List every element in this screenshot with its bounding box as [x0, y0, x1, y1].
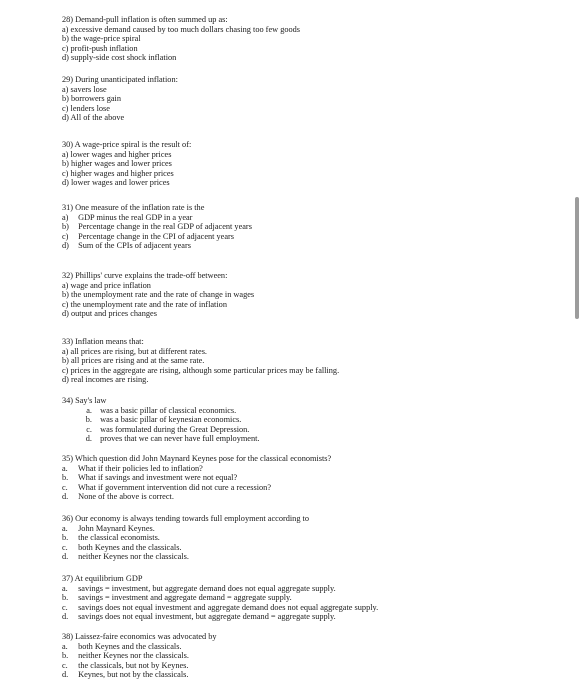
option-letter: b.: [62, 651, 69, 661]
question-stem: 32) Phillips' curve explains the trade-off between:: [62, 271, 228, 280]
answer-option: [62, 375, 562, 385]
option-letter: d.: [62, 492, 69, 502]
option-letter: c.: [62, 602, 68, 612]
option-text: was formulated during the Great Depression.: [100, 424, 250, 434]
option-text: All of the above: [70, 113, 125, 123]
option-letter: c.: [86, 424, 92, 434]
option-letter: a.: [62, 523, 68, 533]
option-letter: a.: [62, 463, 68, 473]
option-text: all prices are rising, but at different rates.: [70, 346, 207, 356]
option-letter: c.: [62, 482, 68, 492]
option-letter: c.: [62, 660, 68, 670]
option-text: Keynes, but not by the classicals.: [78, 670, 189, 680]
option-letter: b): [62, 222, 69, 232]
option-letter: c): [62, 168, 69, 178]
option-text: both Keynes and the classicals.: [78, 641, 182, 651]
option-text: savers lose: [70, 84, 107, 94]
question-stem: 30) A wage-price spiral is the result of:: [62, 140, 192, 149]
option-text: higher wages and higher prices: [70, 168, 174, 178]
answer-option: [62, 347, 562, 357]
answer-option: [62, 281, 562, 291]
answer-option: [62, 366, 562, 376]
answer-option: [62, 524, 562, 534]
option-text: savings does not equal investment, but aggregate demand = aggregate supply.: [78, 612, 336, 622]
question-q32: [62, 271, 562, 319]
option-text: proves that we can never have full employment.: [100, 434, 260, 444]
option-text: the classical economists.: [78, 533, 160, 543]
answer-option: [62, 290, 562, 300]
question-q28: [62, 15, 562, 63]
option-text: borrowers gain: [71, 94, 121, 104]
question-stem: 38) Laissez-faire economics was advocated by: [62, 632, 217, 641]
option-letter: b.: [62, 533, 69, 543]
option-letter: a.: [62, 583, 68, 593]
option-text: lenders lose: [70, 103, 110, 113]
option-letter: d.: [62, 552, 69, 562]
option-text: the unemployment rate and the rate of change in wages: [71, 290, 255, 300]
answer-option: [62, 44, 562, 54]
option-letter: d): [62, 309, 69, 319]
answer-option: [62, 53, 562, 63]
answer-option: [62, 464, 562, 474]
answer-option: [62, 670, 562, 680]
answer-option: [62, 94, 562, 104]
answer-option: [62, 406, 562, 416]
answer-option: [62, 473, 562, 483]
question-stem: 34) Say's law: [62, 396, 107, 405]
option-letter: d): [62, 375, 69, 385]
option-letter: d.: [62, 612, 69, 622]
answer-option: [62, 434, 562, 444]
answer-option: [62, 85, 562, 95]
option-letter: b): [62, 94, 69, 104]
option-text: the unemployment rate and the rate of inflation: [70, 299, 227, 309]
option-letter: a): [62, 149, 69, 159]
option-letter: a): [62, 346, 69, 356]
answer-option: [62, 25, 562, 35]
question-stem: 28) Demand-pull inflation is often summed up as:: [62, 15, 228, 24]
option-text: the classicals, but not by Keynes.: [78, 660, 189, 670]
answer-option: [62, 213, 562, 223]
question-q30: [62, 140, 562, 188]
answer-option: [62, 593, 562, 603]
answer-option: [62, 543, 562, 553]
question-stem: 35) Which question did John Maynard Keynes pose for the classical economists?: [62, 454, 332, 463]
question-stem: 31) One measure of the inflation rate is the: [62, 203, 205, 212]
answer-option: [62, 159, 562, 169]
option-text: GDP minus the real GDP in a year: [78, 212, 193, 222]
option-text: excessive demand caused by too much dollars chasing too few goods: [70, 24, 301, 34]
option-text: None of the above is correct.: [78, 492, 174, 502]
answer-option: [62, 584, 562, 594]
question-stem: 37) At equilibrium GDP: [62, 574, 143, 583]
option-text: neither Keynes nor the classicals.: [78, 552, 189, 562]
option-text: What if government intervention did not cure a recession?: [77, 482, 272, 492]
question-stem: 29) During unanticipated inflation:: [62, 75, 178, 84]
option-text: prices in the aggregate are rising, although some particular prices may be falling.: [70, 365, 340, 375]
question-q36: [62, 514, 562, 562]
answer-option: [62, 309, 562, 319]
option-letter: a): [62, 212, 69, 222]
answer-option: [62, 178, 562, 188]
option-text: savings = investment, but aggregate demand does not equal aggregate supply.: [78, 583, 336, 593]
option-letter: d): [62, 53, 69, 63]
option-text: the wage-price spiral: [71, 34, 141, 44]
option-text: was a basic pillar of classical economics.: [100, 405, 237, 415]
option-letter: c): [62, 43, 69, 53]
answer-option: [62, 603, 562, 613]
answer-option: [62, 232, 562, 242]
answer-option: [62, 533, 562, 543]
option-letter: b.: [85, 415, 92, 425]
answer-option: [62, 222, 562, 232]
option-letter: d): [62, 113, 69, 123]
option-letter: a): [62, 24, 69, 34]
answer-option: [62, 34, 562, 44]
answer-option: [62, 169, 562, 179]
option-text: What if savings and investment were not equal?: [77, 473, 238, 483]
option-letter: c): [62, 231, 69, 241]
option-text: output and prices changes: [71, 309, 157, 319]
option-text: neither Keynes nor the classicals.: [78, 651, 189, 661]
question-q34: [62, 396, 562, 444]
question-q35: [62, 454, 562, 502]
option-letter: c): [62, 103, 69, 113]
option-letter: d.: [62, 670, 69, 680]
question-q37: [62, 574, 562, 622]
option-text: Percentage change in the real GDP of adjacent years: [78, 222, 252, 232]
answer-option: [62, 241, 562, 251]
option-letter: c.: [62, 542, 68, 552]
answer-option: [62, 300, 562, 310]
answer-option: [62, 356, 562, 366]
option-text: real incomes are rising.: [71, 375, 149, 385]
answer-option: [62, 651, 562, 661]
option-letter: b): [62, 356, 69, 366]
option-text: lower wages and lower prices: [71, 178, 170, 188]
option-text: both Keynes and the classicals.: [78, 542, 182, 552]
option-letter: b): [62, 34, 69, 44]
option-letter: a): [62, 280, 69, 290]
question-q33: [62, 337, 562, 385]
option-text: savings does not equal investment and aggregate demand does not equal aggregate supply.: [78, 602, 379, 612]
answer-option: [62, 104, 562, 114]
option-text: savings = investment and aggregate demand = aggregate supply.: [78, 593, 292, 603]
option-text: John Maynard Keynes.: [78, 523, 155, 533]
option-letter: a.: [86, 405, 92, 415]
option-text: What if their policies led to inflation?: [77, 463, 203, 473]
answer-option: [62, 642, 562, 652]
question-q31: [62, 203, 562, 251]
option-text: higher wages and lower prices: [71, 159, 172, 169]
option-text: all prices are rising and at the same rate.: [71, 356, 205, 366]
answer-option: [62, 150, 562, 160]
answer-option: [62, 415, 562, 425]
question-stem: 36) Our economy is always tending towards full employment according to: [62, 514, 310, 523]
option-letter: a.: [62, 641, 68, 651]
option-letter: b): [62, 159, 69, 169]
option-text: Percentage change in the CPI of adjacent years: [78, 231, 235, 241]
answer-option: [62, 492, 562, 502]
question-q38: [62, 632, 562, 680]
question-q29: [62, 75, 562, 123]
option-letter: c): [62, 365, 69, 375]
answer-option: [62, 483, 562, 493]
answer-option: [62, 552, 562, 562]
option-letter: b.: [62, 473, 69, 483]
answer-option: [62, 425, 562, 435]
option-letter: b.: [62, 593, 69, 603]
option-text: lower wages and higher prices: [70, 149, 172, 159]
option-text: profit-push inflation: [70, 43, 138, 53]
question-stem: 33) Inflation means that:: [62, 337, 144, 346]
option-letter: d): [62, 241, 69, 251]
answer-option: [62, 612, 562, 622]
option-text: was a basic pillar of keynesian economics.: [100, 415, 242, 425]
option-letter: c): [62, 299, 69, 309]
option-letter: b): [62, 290, 69, 300]
option-text: supply-side cost shock inflation: [71, 53, 177, 63]
option-text: Sum of the CPIs of adjacent years: [78, 241, 191, 251]
option-text: wage and price inflation: [70, 280, 151, 290]
option-letter: d.: [85, 434, 92, 444]
answer-option: [62, 661, 562, 671]
vertical-scrollbar-thumb[interactable]: [575, 197, 579, 319]
answer-option: [62, 113, 562, 123]
option-letter: a): [62, 84, 69, 94]
option-letter: d): [62, 178, 69, 188]
